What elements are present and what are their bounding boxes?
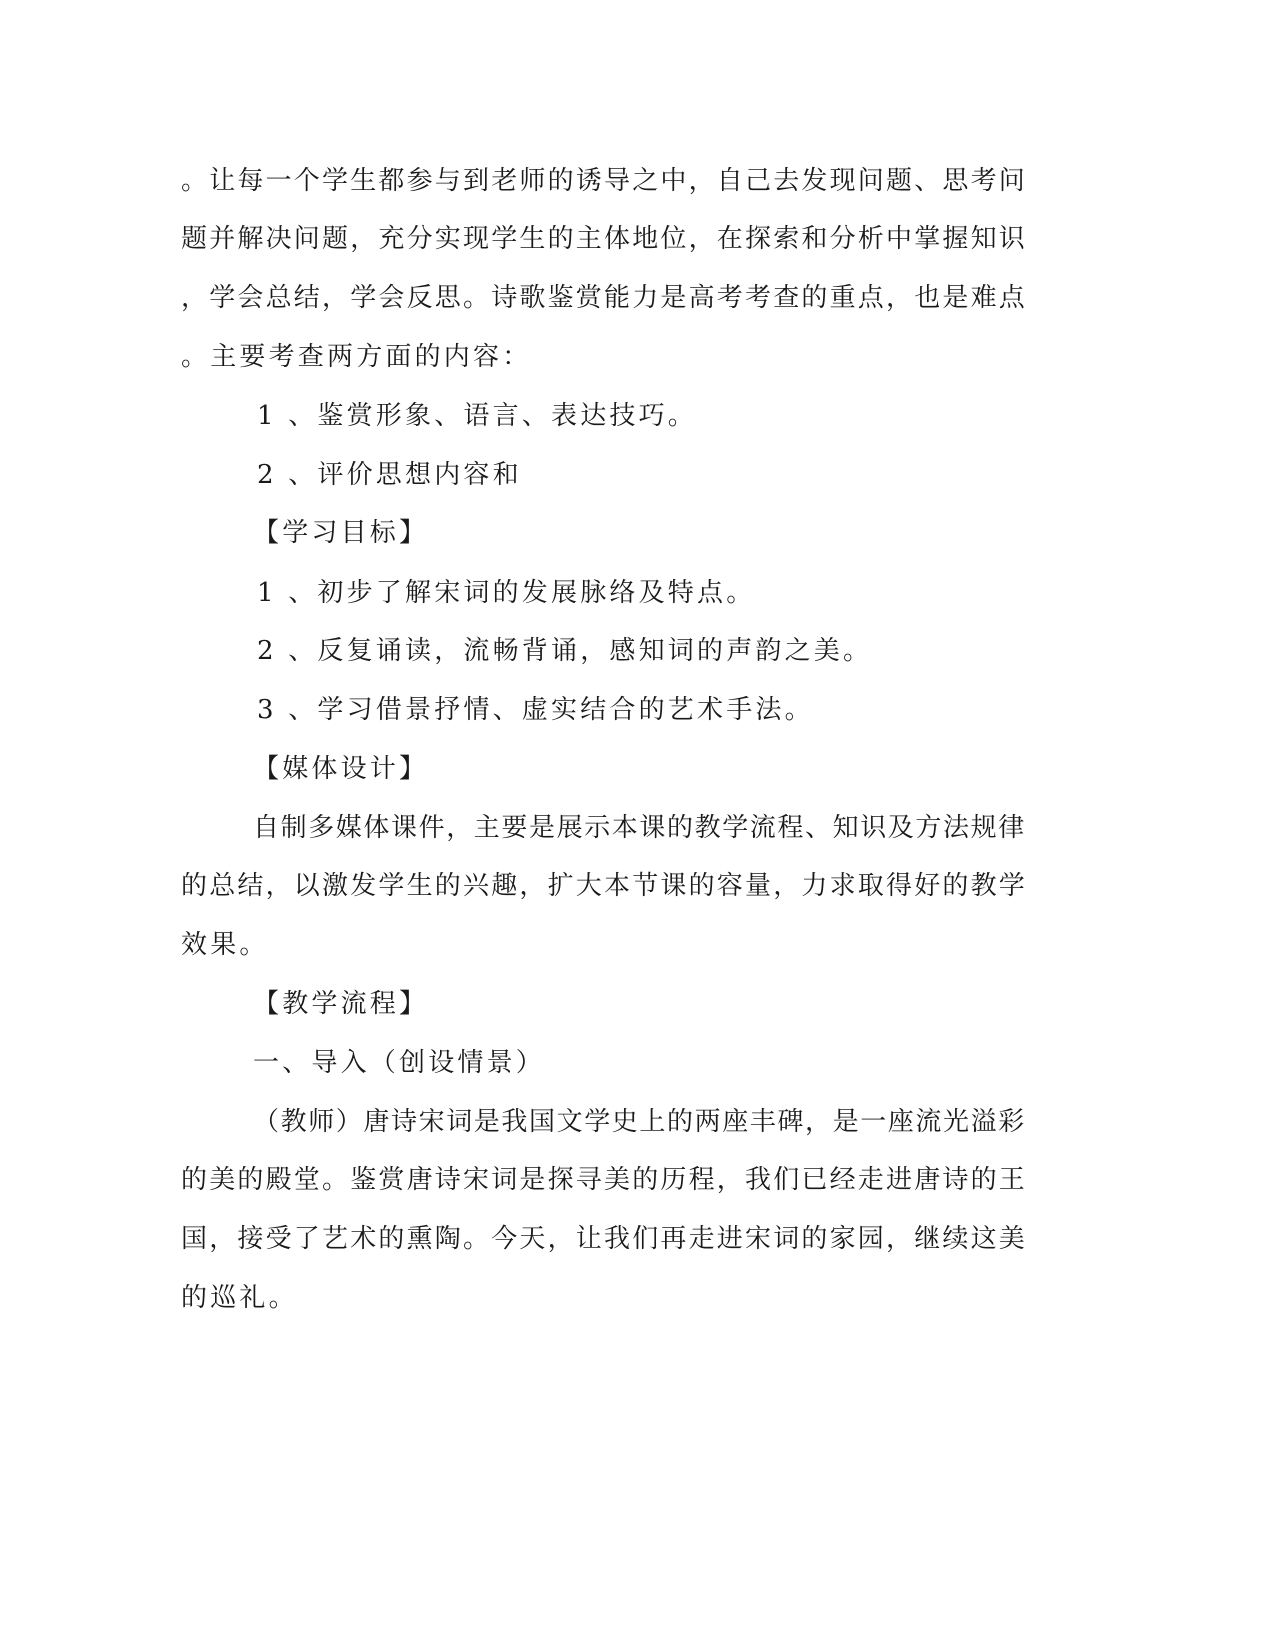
list-item: 1 、初步了解宋词的发展脉络及特点。: [257, 578, 756, 608]
section-heading: 【学习目标】: [253, 518, 429, 548]
paragraph-line: 。让每一个学生都参与到老师的诱导之中，自己去发现问题、思考问: [181, 166, 1028, 196]
paragraph-line: 的巡礼。: [181, 1283, 298, 1313]
paragraph-line: 国，接受了艺术的熏陶。今天，让我们再走进宋词的家园，继续这美: [181, 1224, 1028, 1254]
subsection-heading: 一、导入（创设情景）: [253, 1048, 546, 1078]
list-item: 3 、学习借景抒情、虚实结合的艺术手法。: [257, 695, 814, 725]
paragraph-line: 效果。: [181, 930, 269, 960]
paragraph-line: 。主要考查两方面的内容：: [181, 342, 532, 372]
paragraph-line: ，学会总结，学会反思。诗歌鉴赏能力是高考考查的重点，也是难点: [181, 283, 1028, 313]
paragraph-line: 的美的殿堂。鉴赏唐诗宋词是探寻美的历程，我们已经走进唐诗的王: [181, 1165, 1028, 1195]
section-heading: 【教学流程】: [253, 989, 429, 1019]
paragraph-line: （教师）唐诗宋词是我国文学史上的两座丰碑，是一座流光溢彩: [253, 1107, 1026, 1137]
list-item: 2 、评价思想内容和: [257, 460, 522, 490]
paragraph-line: 自制多媒体课件，主要是展示本课的教学流程、知识及方法规律: [253, 813, 1026, 843]
paragraph-line: 的总结，以激发学生的兴趣，扩大本节课的容量，力求取得好的教学: [181, 871, 1028, 901]
list-item: 1 、鉴赏形象、语言、表达技巧。: [257, 401, 698, 431]
list-item: 2 、反复诵读，流畅背诵，感知词的声韵之美。: [257, 636, 873, 666]
section-heading: 【媒体设计】: [253, 754, 429, 784]
paragraph-line: 题并解决问题，充分实现学生的主体地位，在探索和分析中掌握知识: [181, 224, 1028, 254]
